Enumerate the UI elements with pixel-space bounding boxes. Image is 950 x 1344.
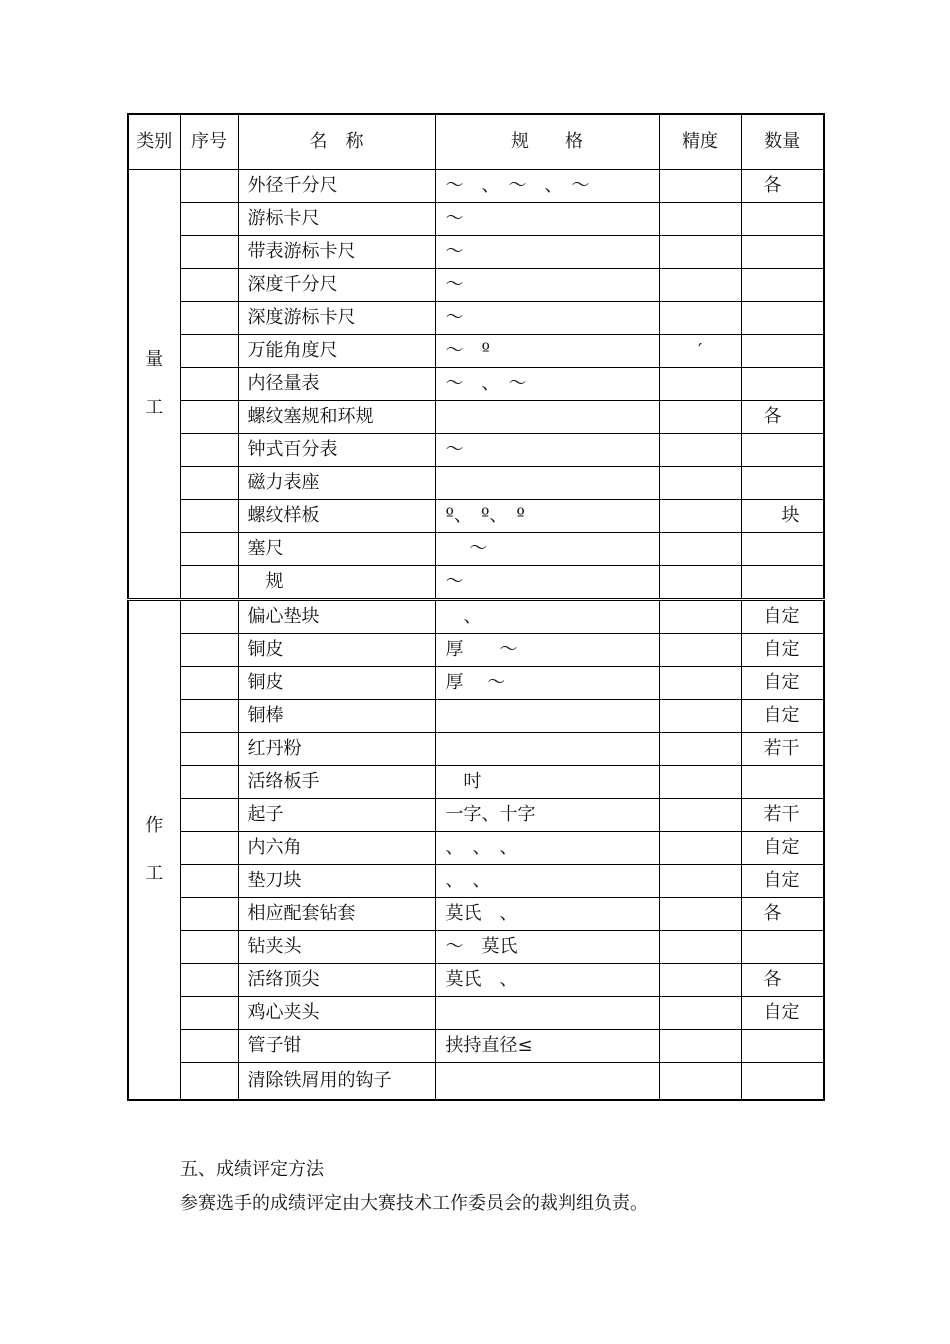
spec-cell	[435, 467, 659, 500]
serial-cell	[180, 500, 238, 533]
precision-cell	[659, 667, 741, 700]
spec-cell: ～ 、 ～ 、 ～	[435, 170, 659, 203]
name-cell: 钻夹头	[238, 931, 435, 964]
table-row	[128, 898, 824, 931]
table-row	[128, 700, 824, 733]
spec-cell: ～ 、 ～	[435, 368, 659, 401]
name-cell: 磁力表座	[238, 467, 435, 500]
serial-cell	[180, 236, 238, 269]
header-precision: 精度	[659, 114, 741, 170]
quantity-cell: 各	[741, 401, 824, 434]
quantity-cell	[741, 368, 824, 401]
name-cell: 铜皮	[238, 667, 435, 700]
serial-cell	[180, 832, 238, 865]
category-char: 工	[145, 397, 164, 418]
quantity-cell: 自定	[741, 700, 824, 733]
precision-cell	[659, 269, 741, 302]
quantity-cell: 自定	[741, 600, 824, 634]
serial-cell	[180, 898, 238, 931]
table-row	[128, 1063, 824, 1101]
table-row	[128, 467, 824, 500]
precision-cell	[659, 401, 741, 434]
quantity-cell	[741, 302, 824, 335]
serial-cell	[180, 667, 238, 700]
tools-table	[127, 113, 825, 1101]
table-row	[128, 865, 824, 898]
spec-cell: 厚 ～	[435, 667, 659, 700]
name-cell: 带表游标卡尺	[238, 236, 435, 269]
category-char: 工	[145, 863, 164, 884]
spec-cell: ～ º	[435, 335, 659, 368]
section-body: 参赛选手的成绩评定由大赛技术工作委员会的裁判组负责。	[180, 1193, 648, 1214]
table-row	[128, 335, 824, 368]
serial-cell	[180, 1030, 238, 1063]
name-cell: 螺纹样板	[238, 500, 435, 533]
precision-cell	[659, 566, 741, 600]
precision-cell	[659, 700, 741, 733]
serial-cell	[180, 700, 238, 733]
precision-cell	[659, 766, 741, 799]
serial-cell	[180, 997, 238, 1030]
category-char: 量	[145, 349, 164, 370]
name-cell: 内六角	[238, 832, 435, 865]
name-cell: 深度游标卡尺	[238, 302, 435, 335]
precision-cell	[659, 898, 741, 931]
serial-cell	[180, 600, 238, 634]
quantity-cell	[741, 467, 824, 500]
name-cell: 塞尺	[238, 533, 435, 566]
serial-cell	[180, 401, 238, 434]
quantity-cell	[741, 766, 824, 799]
header-name: 名 称	[238, 114, 435, 170]
table-row	[128, 236, 824, 269]
serial-cell	[180, 368, 238, 401]
table-row	[128, 634, 824, 667]
table-row	[128, 170, 824, 203]
name-cell: 清除铁屑用的钩子	[238, 1063, 435, 1101]
serial-cell	[180, 269, 238, 302]
name-cell: 深度千分尺	[238, 269, 435, 302]
spec-cell: 吋	[435, 766, 659, 799]
header-serial: 序号	[180, 114, 238, 170]
quantity-cell	[741, 203, 824, 236]
quantity-cell	[741, 1030, 824, 1063]
precision-cell	[659, 434, 741, 467]
table-row	[128, 832, 824, 865]
category-char: 作	[145, 815, 164, 836]
spec-cell: 厚 ～	[435, 634, 659, 667]
name-cell: 外径千分尺	[238, 170, 435, 203]
spec-cell: º、 º、 º	[435, 500, 659, 533]
name-cell: 规	[238, 566, 435, 600]
quantity-cell: 各	[741, 170, 824, 203]
precision-cell	[659, 203, 741, 236]
name-cell: 游标卡尺	[238, 203, 435, 236]
serial-cell	[180, 634, 238, 667]
serial-cell	[180, 799, 238, 832]
serial-cell	[180, 733, 238, 766]
name-cell: 内径量表	[238, 368, 435, 401]
precision-cell	[659, 997, 741, 1030]
serial-cell	[180, 434, 238, 467]
precision-cell	[659, 302, 741, 335]
serial-cell	[180, 766, 238, 799]
header-spec: 规 格	[435, 114, 659, 170]
table-row	[128, 368, 824, 401]
spec-cell: ～	[435, 269, 659, 302]
quantity-cell: 自定	[741, 667, 824, 700]
spec-cell	[435, 700, 659, 733]
table-row	[128, 997, 824, 1030]
precision-cell	[659, 236, 741, 269]
precision-cell	[659, 832, 741, 865]
header-category: 类别	[128, 114, 180, 170]
table-row	[128, 799, 824, 832]
name-cell: 钟式百分表	[238, 434, 435, 467]
quantity-cell	[741, 236, 824, 269]
name-cell: 管子钳	[238, 1030, 435, 1063]
name-cell: 螺纹塞规和环规	[238, 401, 435, 434]
serial-cell	[180, 865, 238, 898]
name-cell: 偏心垫块	[238, 600, 435, 634]
serial-cell	[180, 203, 238, 236]
precision-cell	[659, 467, 741, 500]
table-body	[128, 170, 824, 1101]
quantity-cell: 自定	[741, 832, 824, 865]
spec-cell: 、	[435, 600, 659, 634]
table-row	[128, 667, 824, 700]
table-row	[128, 302, 824, 335]
spec-cell	[435, 733, 659, 766]
precision-cell	[659, 799, 741, 832]
quantity-cell: 各	[741, 964, 824, 997]
serial-cell	[180, 302, 238, 335]
quantity-cell: 自定	[741, 865, 824, 898]
precision-cell	[659, 964, 741, 997]
precision-cell: ′	[659, 335, 741, 368]
table-row	[128, 931, 824, 964]
spec-cell: 一字、十字	[435, 799, 659, 832]
quantity-cell	[741, 533, 824, 566]
spec-cell	[435, 997, 659, 1030]
table-row	[128, 500, 824, 533]
table-row	[128, 269, 824, 302]
name-cell: 鸡心夹头	[238, 997, 435, 1030]
category-cell	[128, 600, 180, 1101]
serial-cell	[180, 533, 238, 566]
quantity-cell	[741, 566, 824, 600]
precision-cell	[659, 368, 741, 401]
precision-cell	[659, 733, 741, 766]
spec-cell: ～	[435, 203, 659, 236]
name-cell: 铜皮	[238, 634, 435, 667]
spec-cell: 、 、 、	[435, 832, 659, 865]
precision-cell	[659, 865, 741, 898]
precision-cell	[659, 600, 741, 634]
table-row	[128, 1030, 824, 1063]
quantity-cell	[741, 335, 824, 368]
precision-cell	[659, 1030, 741, 1063]
precision-cell	[659, 931, 741, 964]
serial-cell	[180, 964, 238, 997]
precision-cell	[659, 170, 741, 203]
spec-cell: ～	[435, 566, 659, 600]
quantity-cell	[741, 269, 824, 302]
name-cell: 万能角度尺	[238, 335, 435, 368]
spec-cell: ～	[435, 236, 659, 269]
table-row	[128, 964, 824, 997]
spec-cell: 莫氏 、	[435, 964, 659, 997]
quantity-cell	[741, 1063, 824, 1101]
table-row	[128, 401, 824, 434]
name-cell: 相应配套钻套	[238, 898, 435, 931]
serial-cell	[180, 566, 238, 600]
spec-cell	[435, 401, 659, 434]
serial-cell	[180, 1063, 238, 1101]
name-cell: 起子	[238, 799, 435, 832]
table-row	[128, 566, 824, 600]
serial-cell	[180, 931, 238, 964]
quantity-cell: 若干	[741, 799, 824, 832]
spec-cell: ～	[435, 533, 659, 566]
name-cell: 活络顶尖	[238, 964, 435, 997]
quantity-cell: 块	[741, 500, 824, 533]
table-row	[128, 203, 824, 236]
spec-cell: 挟持直径≤	[435, 1030, 659, 1063]
quantity-cell	[741, 434, 824, 467]
quantity-cell: 各	[741, 898, 824, 931]
table-header-row	[128, 114, 824, 170]
name-cell: 铜棒	[238, 700, 435, 733]
spec-cell: 莫氏 、	[435, 898, 659, 931]
serial-cell	[180, 335, 238, 368]
table-row	[128, 733, 824, 766]
spec-cell: 、 、	[435, 865, 659, 898]
precision-cell	[659, 500, 741, 533]
spec-cell: ～	[435, 434, 659, 467]
table-row	[128, 533, 824, 566]
spec-cell	[435, 1063, 659, 1101]
serial-cell	[180, 170, 238, 203]
name-cell: 红丹粉	[238, 733, 435, 766]
header-quantity: 数量	[741, 114, 824, 170]
section-heading: 五、成绩评定方法	[180, 1159, 324, 1180]
spec-cell: ～ 莫氏	[435, 931, 659, 964]
precision-cell	[659, 533, 741, 566]
quantity-cell: 自定	[741, 997, 824, 1030]
spec-cell: ～	[435, 302, 659, 335]
quantity-cell: 若干	[741, 733, 824, 766]
table-row	[128, 600, 824, 634]
precision-cell	[659, 634, 741, 667]
category-cell	[128, 170, 180, 600]
table-row	[128, 434, 824, 467]
table-row	[128, 766, 824, 799]
name-cell: 垫刀块	[238, 865, 435, 898]
name-cell: 活络板手	[238, 766, 435, 799]
precision-cell	[659, 1063, 741, 1101]
serial-cell	[180, 467, 238, 500]
quantity-cell: 自定	[741, 634, 824, 667]
quantity-cell	[741, 931, 824, 964]
